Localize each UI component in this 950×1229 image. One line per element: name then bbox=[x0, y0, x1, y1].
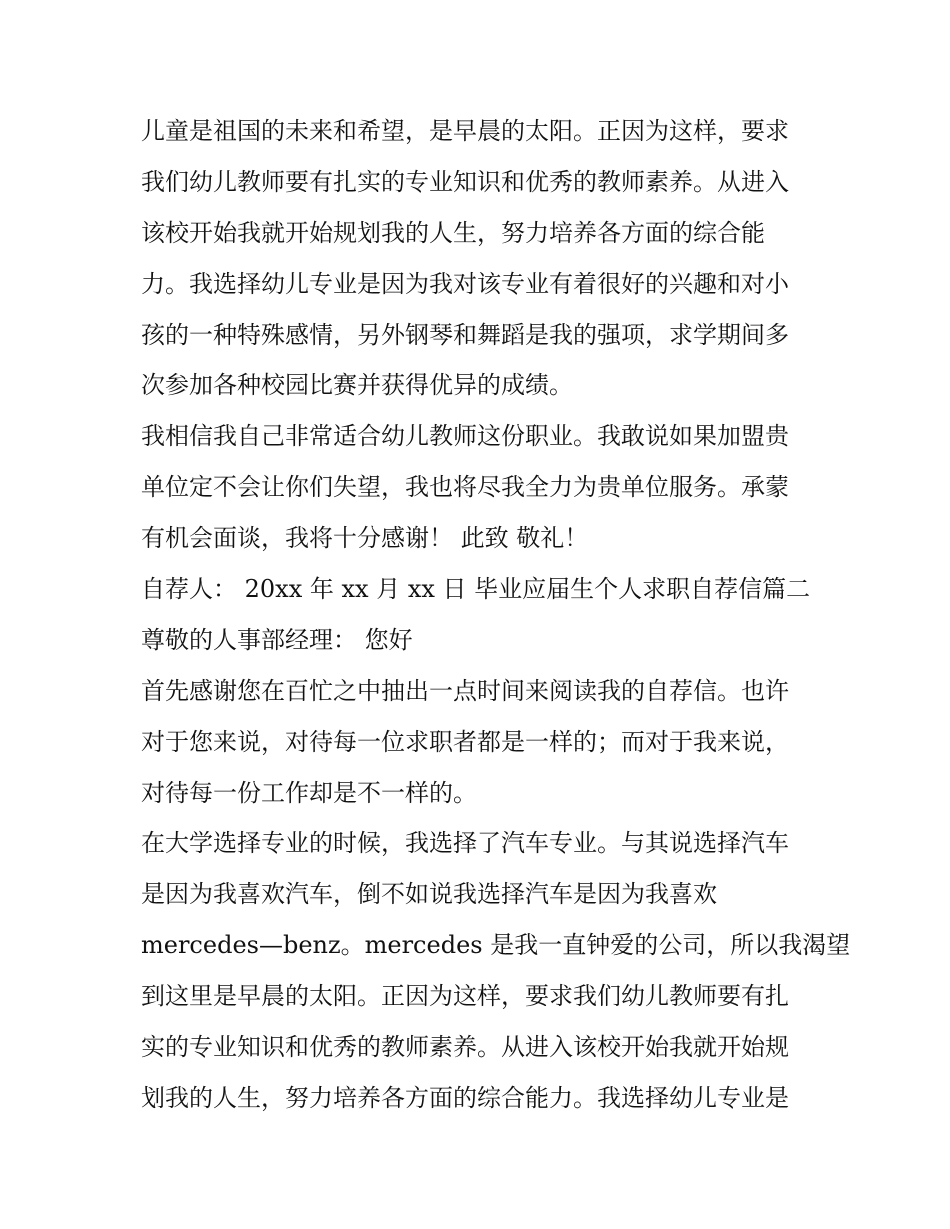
text-line: 儿童是祖国的未来和希望，是早晨的太阳。正因为这样，要求 bbox=[141, 117, 789, 145]
text-line: 对于您来说，对待每一位求职者都是一样的；而对于我来说， bbox=[141, 727, 789, 756]
text-line: 有机会面谈，我将十分感谢！ 此致 敬礼！ bbox=[141, 524, 589, 553]
text-line: 我们幼儿教师要有扎实的专业知识和优秀的教师素养。从进入 bbox=[141, 167, 789, 196]
text-line: 是因为我喜欢汽车，倒不如说我选择汽车是因为我喜欢 bbox=[141, 880, 717, 909]
text-line: 自荐人： 20xx 年 xx 月 xx 日 毕业应届生个人求职自荐信篇二 bbox=[141, 575, 811, 604]
text-line: 划我的人生，努力培养各方面的综合能力。我选择幼儿专业是 bbox=[141, 1083, 789, 1112]
document-body bbox=[141, 106, 851, 1124]
text-line: mercedes—benz。mercedes 是我一直钟爱的公司，所以我渴望 bbox=[141, 931, 851, 960]
text-line: 力。我选择幼儿专业是因为我对该专业有着很好的兴趣和对小 bbox=[141, 269, 789, 298]
text-line: 在大学选择专业的时候，我选择了汽车专业。与其说选择汽车 bbox=[141, 829, 789, 858]
text-line: 尊敬的人事部经理： 您好 bbox=[141, 625, 413, 654]
text-line: 实的专业知识和优秀的教师素养。从进入该校开始我就开始规 bbox=[141, 1033, 789, 1062]
text-line: 次参加各种校园比赛并获得优异的成绩。 bbox=[141, 371, 573, 400]
text-line: 该校开始我就开始规划我的人生，努力培养各方面的综合能 bbox=[141, 218, 765, 247]
text-line: 单位定不会让你们失望，我也将尽我全力为贵单位服务。承蒙 bbox=[141, 473, 789, 502]
text-line: 我相信我自己非常适合幼儿教师这份职业。我敢说如果加盟贵 bbox=[141, 422, 789, 451]
text-line: 首先感谢您在百忙之中抽出一点时间来阅读我的自荐信。也许 bbox=[141, 676, 789, 705]
text-line: 孩的一种特殊感情，另外钢琴和舞蹈是我的强项，求学期间多 bbox=[141, 320, 789, 349]
text-line: 到这里是早晨的太阳。正因为这样，要求我们幼儿教师要有扎 bbox=[141, 982, 789, 1011]
text-line: 对待每一份工作却是不一样的。 bbox=[141, 778, 477, 807]
